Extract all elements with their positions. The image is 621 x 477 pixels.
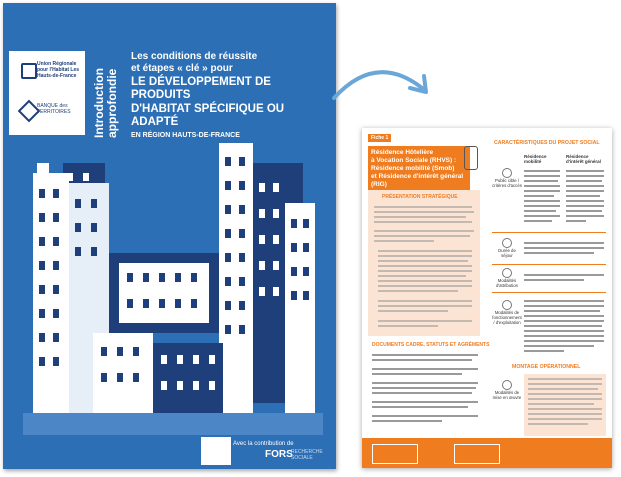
partner-logos xyxy=(9,51,85,135)
cover-title-line-4: D'HABITAT SPÉCIFIQUE OU ADAPTÉ xyxy=(131,103,285,128)
settings-icon xyxy=(502,300,512,310)
fiche-page-preview xyxy=(362,128,612,468)
row-label-public: Public cible / critères d'accès xyxy=(492,178,522,188)
union-regionale-logo-icon xyxy=(21,63,37,79)
footer-logo-banque-territoires xyxy=(454,444,500,464)
cover-title-line-3: LE DÉVELOPPEMENT DE PRODUITS xyxy=(131,76,271,101)
footer-contribution-label: Avec la contribution de xyxy=(233,441,294,447)
fors-subtitle: RECHERCHE SOCIALE xyxy=(291,449,323,461)
fiche-title-line-3: Résidence mobilité (Smob) xyxy=(371,165,455,172)
row-label-fonctionnement: Modalités de fonctionnement / d'exploitation xyxy=(492,310,522,325)
operationnel-box xyxy=(524,374,606,436)
vertical-title-line-2: approfondie xyxy=(105,68,119,138)
logo-banque-territoires-text: BANQUE des TERRITOIRES xyxy=(37,103,71,115)
footer-logo-union-regionale xyxy=(372,444,418,464)
row-label-attribution: Modalités d'attribution xyxy=(495,278,519,288)
attribution-icon xyxy=(502,268,512,278)
logo-union-regionale-text: Union Régionale pour l'Habitat Les Hauts-de-France xyxy=(37,61,80,79)
cover-title-line-2: et étapes « clé » pour xyxy=(131,63,233,74)
fiche-title-line-2: à Vocation Sociale (RHVS) : xyxy=(371,157,457,164)
vertical-title-line-1: Introduction xyxy=(92,68,106,138)
presentation-box xyxy=(368,190,480,336)
fiche-footer xyxy=(362,438,612,468)
people-icon xyxy=(502,168,512,178)
presentation-heading: PRÉSENTATION STRATÉGIQUE xyxy=(382,194,458,200)
caracteristiques-heading: CARACTÉRISTIQUES DU PROJET SOCIAL xyxy=(494,140,600,146)
column-header-mobilite: Résidence mobilité xyxy=(524,154,547,164)
clock-icon xyxy=(502,238,512,248)
fiche-title-line-1: Résidence Hôtelière xyxy=(371,149,434,156)
footer-partner-logo xyxy=(201,437,231,465)
cover-title-line-5: EN RÉGION HAUTS-DE-FRANCE xyxy=(131,132,240,139)
cover-title xyxy=(131,51,331,140)
row-label-duree: Durée de séjour xyxy=(498,248,516,258)
cover-vertical-title xyxy=(93,28,119,138)
curved-arrow-icon xyxy=(326,58,446,118)
fiche-title xyxy=(368,146,470,192)
building-illustration xyxy=(23,143,323,435)
report-cover xyxy=(3,3,336,469)
fiche-title-line-4: et Résidence d'intérêt général (RIG) xyxy=(371,173,464,188)
operationnel-heading: MONTAGE OPÉRATIONNEL xyxy=(512,364,581,370)
cover-title-line-1: Les conditions de réussite xyxy=(131,51,258,62)
column-header-interet-general: Résidence d'intérêt général xyxy=(566,154,601,164)
documents-heading: DOCUMENTS CADRE, STATUTS ET AGRÉMENTS xyxy=(372,342,490,348)
door-hanger-icon xyxy=(464,146,478,170)
building-icon xyxy=(502,380,512,390)
row-label-mise-en-oeuvre: Modalités de mise en œuvre xyxy=(492,390,522,400)
fiche-tag: Fiche 1 xyxy=(368,134,391,142)
fors-logo-text: FORS xyxy=(265,449,293,460)
